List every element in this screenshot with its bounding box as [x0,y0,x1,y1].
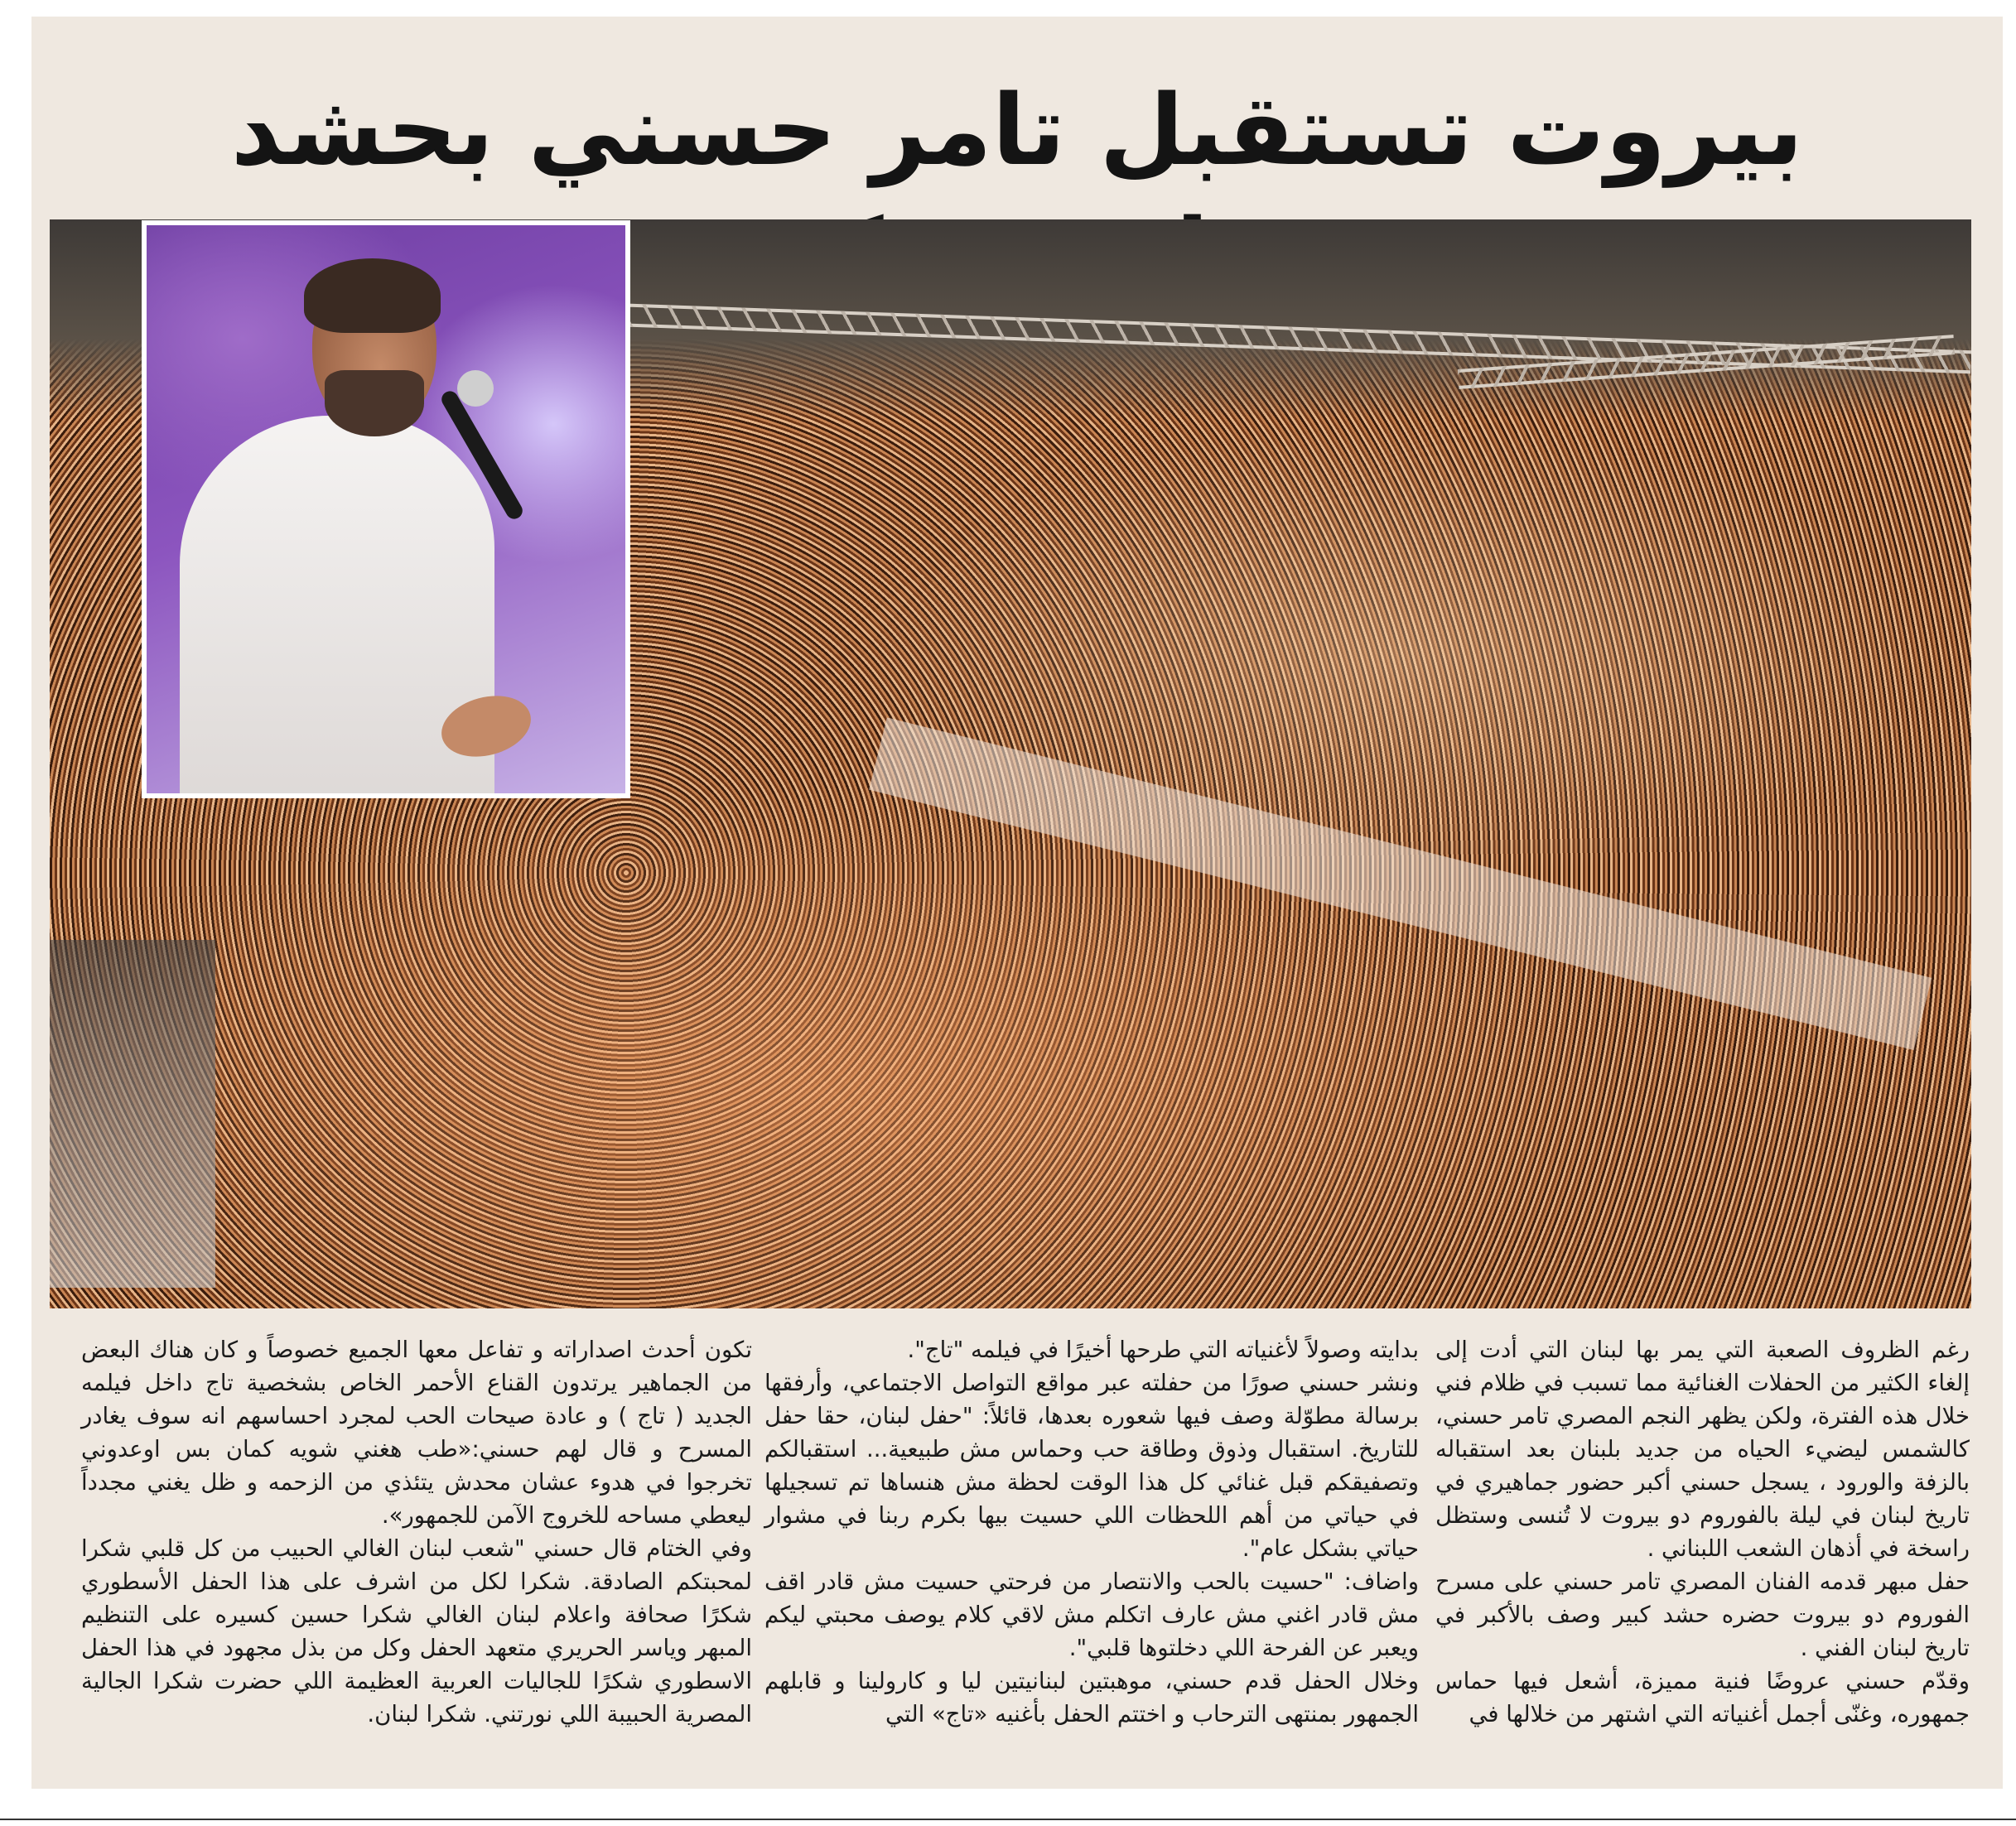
stage-runway [869,717,1932,1050]
paragraph: بدايته وصولاً لأغنياته التي طرحها أخيرًا في فيلمه "تاج". [907,1337,1419,1363]
paragraph: حفل مبهر قدمه الفنان المصري تامر حسني على مسرح الفوروم دو بيروت حضره حشد كبير وصف بالأكبر في تاريخ لبنان الفني . [1435,1568,1970,1661]
paragraph: وفي الختام قال حسني "شعب لبنان الغالي الحبيب من كل قلبي شكرا لمحبتكم الصادقة. شكرا لكل من اشرف على هذا الحفل الأسطوري شكرًا صحافة واعلام لبنان الغالي شكرا حسين كسيره على التنظيم المبهر وياسر الحريري متعهد الحفل وكل من بذل مجهود في هذا الحفل الاسطوري شكرًا للجاليات العربية العظيمة اللي حضرت شكرا الجالية المصرية الحبيبة اللي نورتني. شكرا لبنان. [81,1535,752,1727]
paragraph: وخلال الحفل قدم حسني، موهبتين لبنانيتين ليا و كارولينا و قابلهم الجمهور بمنتهى الترحاب و اختتم الحفل بأغنيه «تاج» التي [764,1668,1419,1727]
microphone-head-icon [457,370,494,407]
singer-hair [304,258,441,333]
bottom-rule [0,1819,2016,1820]
paragraph: ونشر حسني صورًا من حفلته عبر مواقع التواصل الاجتماعي، وأرفقها برسالة مطوّلة وصف فيها شعوره بعدها، قائلاً: "حفل لبنان، حقا حفل للتاريخ. استقبال وذوق وطاقة حب وحماس مش طبيعية... استقبالكم وتصفيقكم قبل غنائي كل هذا الوقت لحظة مش هنساها تم تسجيلها في حياتي من أهم اللحظات اللي حسيت بيها بكرم ربنا في مشوار حياتي بشكل عام". [764,1370,1419,1562]
paragraph: وقدّم حسني عروضًا فنية مميزة، أشعل فيها حماس جمهوره، وغنّى أجمل أغنياته التي اشتهر من خلالها في [1435,1668,1970,1727]
headline: بيروت تستقبل تامر حسني بحشد [230,73,1804,187]
paragraph: واضاف: "حسيت بالحب والانتصار من فرحتي حسيت مش قادر اقف مش قادر اغني مش عارف اتكلم مش لاقي كلام يوصف محبتي ليكم ويعبر عن الفرحة اللي دخلتوها قلبي". [764,1568,1419,1661]
article-column-3 [81,1333,752,1731]
singer-beard [325,370,424,436]
singer-inset-photo [142,220,630,798]
paragraph: رغم الظروف الصعبة التي يمر بها لبنان التي أدت إلى إلغاء الكثير من الحفلات الغنائية مما تسبب في ظلام فني خلال هذه الفترة، ولكن يظهر النجم المصري تامر حسني، كالشمس ليضيء الحياه من جديد بلبنان بعد استقباله بالزفة والورود ، يسجل حسني أكبر حضور جماهيري في تاريخ لبنان في ليلة بالفوروم دو بيروت لا تُنسى وستظل راسخة في أذهان الشعب اللبناني . [1435,1337,1970,1562]
stage-structure [50,940,215,1288]
article-column-2 [764,1333,1419,1731]
article-column-1 [1435,1333,1970,1731]
paragraph: تكون أحدث اصداراته و تفاعل معها الجميع خصوصاً و كان هناك البعض من الجماهير يرتدون القناع الأحمر الخاص بشخصية تاج داخل فيلمه الجديد ( تاج ) و عادة صيحات الحب لمجرد احساسهم انه سوف يغادر المسرح و قال لهم حسني:«طب هغني شويه كمان بس اوعدوني تخرجوا في هدوء عشان محدش يتئذي من الزحمه و ظل يغني مجدداً ليعطي مساحه للخروج الآمن للجمهور». [81,1337,752,1529]
newspaper-page [31,17,2003,1789]
